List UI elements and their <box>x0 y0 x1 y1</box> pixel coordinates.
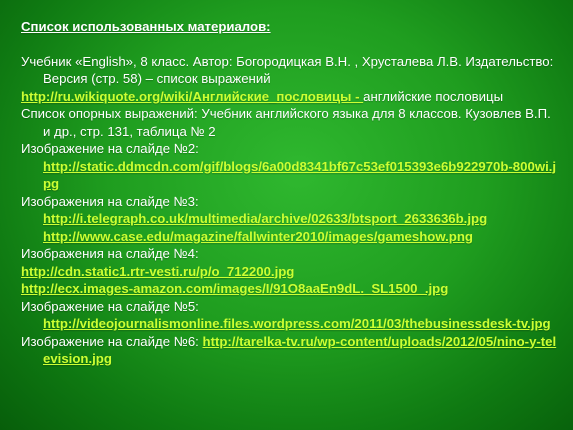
slide5-image-link[interactable]: http://videojournalismonline.files.wordpress.com/2011/03/thebusinessdesk-tv.jpg <box>43 316 551 331</box>
slide2-image-link-row <box>21 158 561 193</box>
slide2-image-link[interactable]: http://static.ddmcdn.com/gif/blogs/6a00d8341bf67c53ef015393e6b922970b-800wi.jpg <box>43 158 557 191</box>
slide3-images-label: Изображения на слайде №3: <box>21 193 199 209</box>
reference-text: Учебник «English», 8 класс. Автор: Богородицкая В.Н. , Хрусталева Л.В. Издательство: Версия (стр. 58) – список выражений <box>21 53 554 86</box>
wikiquote-link[interactable]: http://ru.wikiquote.org/wiki/Английские_пословицы - <box>21 88 364 104</box>
slide4-image-link-1[interactable]: http://cdn.static1.rtr-vesti.ru/p/o_712200.jpg <box>21 263 295 279</box>
references-list <box>21 18 561 368</box>
slide4-image-link-row-2 <box>21 280 561 298</box>
reference-kuzovlev <box>21 105 561 140</box>
slide4-images-label: Изображения на слайде №4: <box>21 246 199 261</box>
reference-textbook <box>21 53 561 88</box>
slide3-image-link-row-2 <box>21 228 561 246</box>
slide3-image-link-2[interactable]: http://www.case.edu/magazine/fallwinter2010/images/gameshow.png <box>43 228 473 244</box>
slide3-image-link-1[interactable]: http://i.telegraph.co.uk/multimedia/archive/02633/btsport_2633636b.jpg <box>43 211 488 226</box>
slide6-reference <box>21 333 561 368</box>
slide5-image-link-row <box>21 315 561 333</box>
slide6-images-label: Изображение на слайде №6: <box>21 333 203 349</box>
reference-text: Список опорных выражений: Учебник английского языка для 8 классов. Кузовлев В.П. и др., стр. 131, таблица № 2 <box>21 106 551 139</box>
slide3-image-link-row-1 <box>21 210 561 228</box>
slide5-images-label: Изображение на слайде №5: <box>21 298 199 314</box>
slide6-image-link[interactable]: http://tarelka-tv.ru/wp-content/uploads/2012/05/nino-y-television.jpg <box>43 333 557 366</box>
slide4-image-link-2[interactable]: http://ecx.images-amazon.com/images/I/91O8aaEn9dL._SL1500_.jpg <box>21 281 449 296</box>
slide4-image-link-row-1 <box>21 263 561 281</box>
reference-wikiquote <box>21 88 561 106</box>
reference-text: английские пословицы <box>363 88 504 104</box>
page-title: Список использованных материалов: <box>21 19 271 34</box>
slide2-images-label: Изображение на слайде №2: <box>21 141 199 156</box>
